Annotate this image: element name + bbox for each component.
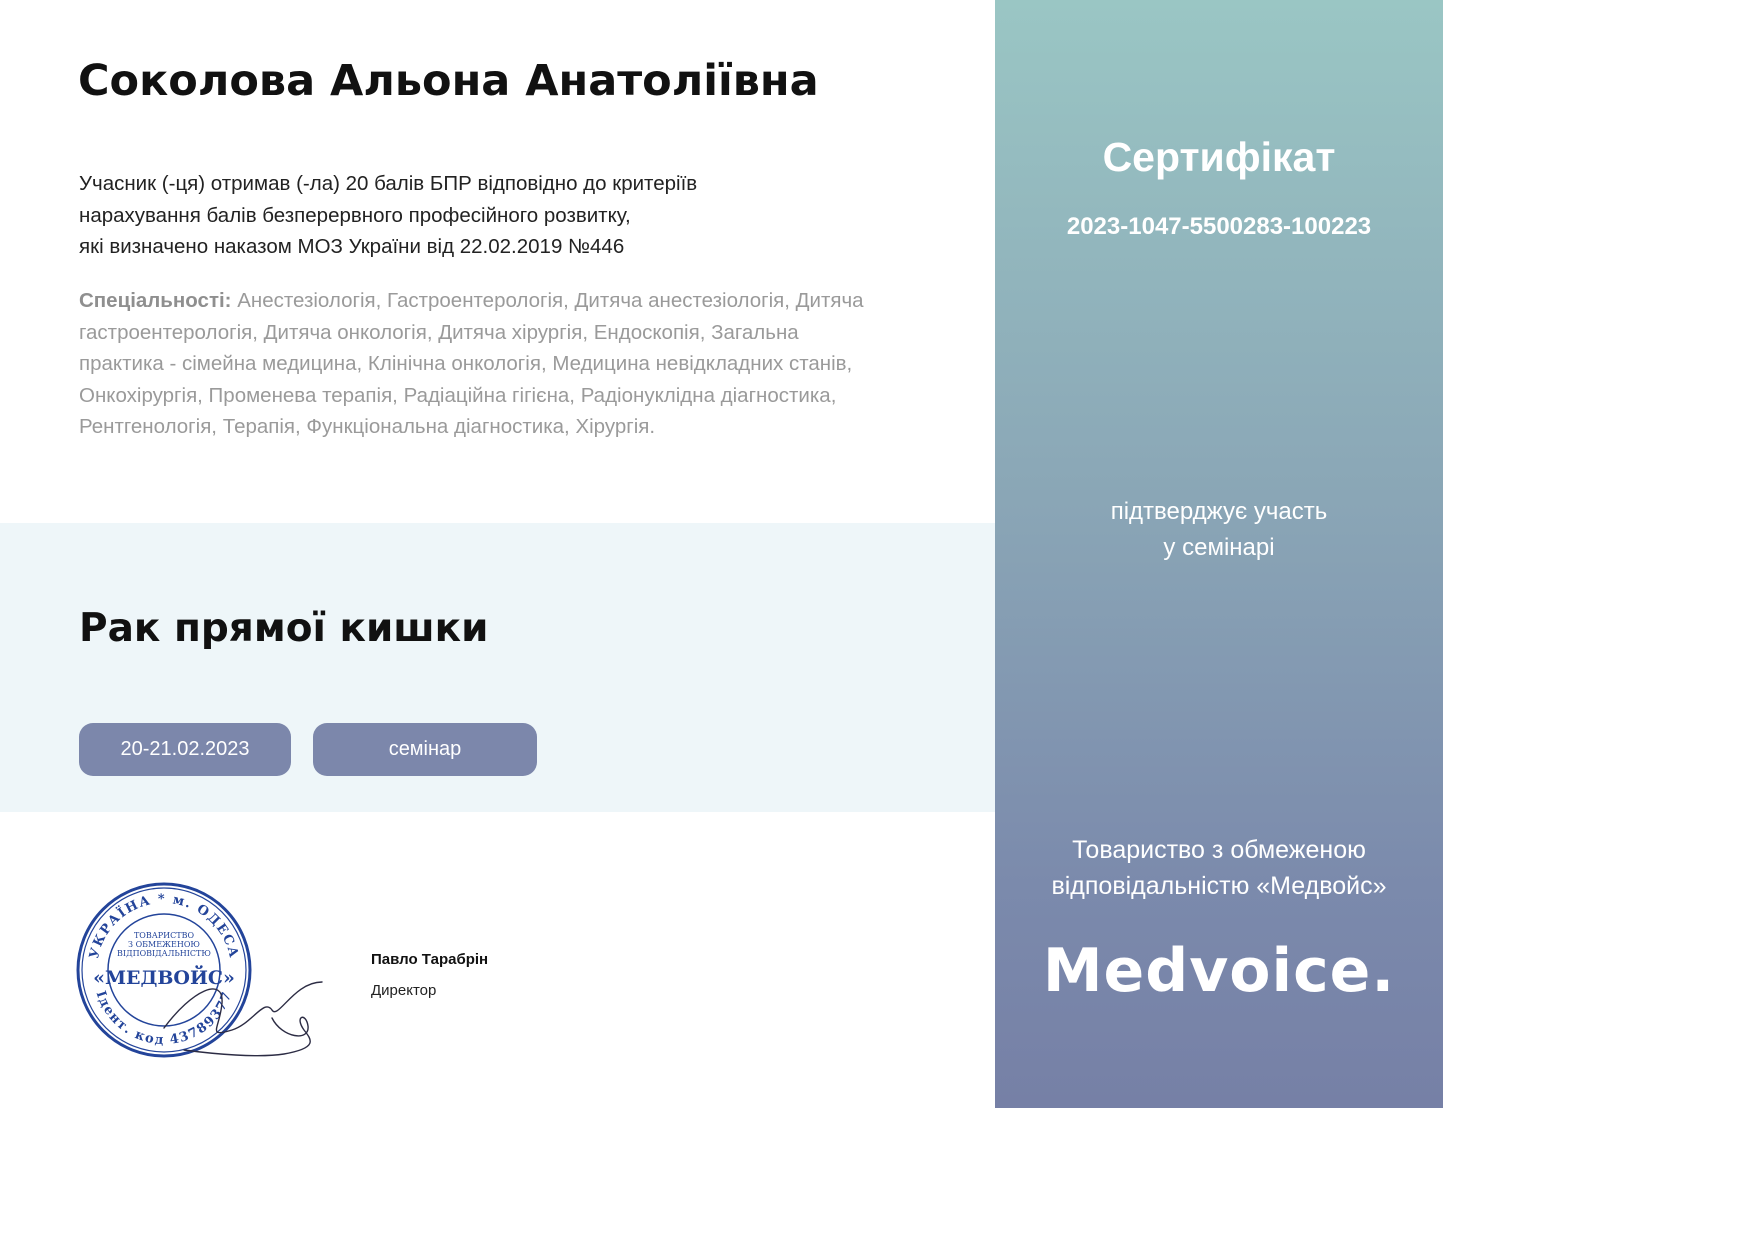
participation-confirmation [995, 494, 1443, 566]
specialties-line [79, 285, 959, 317]
confirmation-line: у семінарі [1163, 534, 1275, 561]
organization-name [995, 832, 1443, 904]
confirmation-line: підтверджує участь [1110, 498, 1328, 525]
organization-line: відповідальністю «Медвойс» [1051, 872, 1387, 900]
certificate-title: Сертифікат [1102, 134, 1336, 180]
event-date-badge: 20-21.02.2023 [79, 723, 291, 776]
specialties-line: Онкохірургія, Променева терапія, Радіаційна гігієна, Радіонуклідна діагностика, [79, 383, 837, 407]
stamp-company-name: «МЕДВОЙС» [93, 967, 235, 989]
specialties-label: Спеціальності: [79, 289, 232, 312]
stamp-outer-top-text: УКРАЇНА * м. ОДЕСА [86, 891, 242, 961]
event-title: Рак прямої кишки [79, 606, 489, 651]
specialties-line: практика - сімейна медицина, Клінічна онкологія, Медицина невідкладних станів, [79, 352, 853, 375]
participant-name: Соколова Альона Анатоліївна [78, 56, 819, 106]
stamp-inner-line: ВІДПОВІДАЛЬНІСТЮ [117, 949, 211, 958]
stamp-inner-line: ТОВАРИСТВО [133, 931, 195, 940]
organization-line: Товариство з обмеженою [1072, 836, 1366, 864]
signer-name: Павло Тарабрін [371, 951, 489, 968]
description-line: нарахування балів безперервного професійного розвитку, [79, 203, 631, 227]
stamp-inner-line: З ОБМЕЖЕНОЮ [128, 940, 200, 949]
event-type-badge: семінар [313, 723, 537, 776]
specialties-line: гастроентерологія, Дитяча онкологія, Дитяча хірургія, Ендоскопія, Загальна [79, 320, 799, 344]
company-stamp [72, 878, 332, 1063]
certificate-number: 2023-1047-5500283-100223 [1066, 213, 1372, 240]
certificate-side-panel [995, 0, 1443, 1108]
specialties-line: Рентгенологія, Терапія, Функціональна діагностика, Хірургія. [79, 415, 656, 438]
medvoice-logo: Medvoice. [1042, 936, 1396, 1006]
description [79, 168, 697, 263]
specialties-text: Анестезіологія, Гастроентерологія, Дитяча анестезіологія, Дитяча [237, 289, 864, 312]
stamp-outer-bottom-text: Ідент. код 43789377 [92, 988, 236, 1049]
description-line: які визначено наказом МОЗ України від 22.02.2019 №446 [79, 235, 625, 258]
signer-role: Директор [371, 982, 437, 999]
description-line: Учасник (-ця) отримав (-ла) 20 балів БПР відповідно до критеріїв [79, 172, 698, 195]
specialties [79, 285, 959, 443]
